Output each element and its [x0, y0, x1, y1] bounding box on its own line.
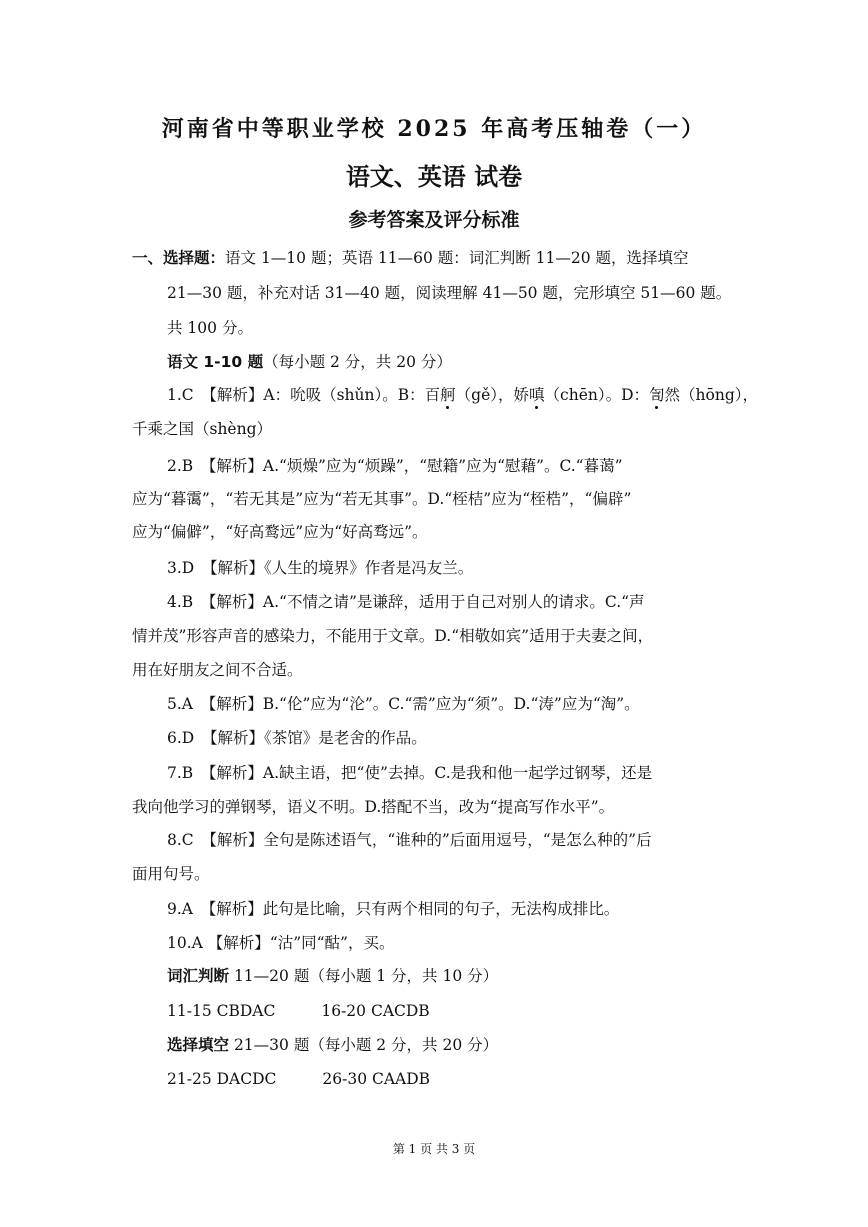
section1-intro: 语文 1—10 题；英语 11—60 题：词汇判断 11—20 题，选择填空 [225, 249, 689, 267]
q6-line: 6.D 【解析】《茶馆》是老舍的作品。 [167, 729, 427, 747]
cihui-answer-group: 11-15 CBDAC [167, 1002, 276, 1020]
cihui-range: 11—20 题（每小题 1 分，共 10 分） [229, 967, 499, 985]
page-footer: 第 1 页 共 3 页 [392, 1142, 476, 1156]
q1-dotted-char: 訇 [649, 386, 665, 404]
exam-title: 河南省中等职业学校 2025 年高考压轴卷（一） [161, 116, 707, 142]
yuwen-heading-line [167, 351, 452, 373]
q7-line2: 我向他学习的弹钢琴，语义不明。D.搭配不当，改为“提高写作水平”。 [132, 798, 615, 816]
q3-line: 3.D 【解析】《人生的境界》作者是冯友兰。 [167, 559, 474, 577]
xuanze-range: 21—30 题（每小题 2 分，共 20 分） [229, 1036, 499, 1054]
xuanze-answer-group: 21-25 DACDC [167, 1070, 277, 1088]
section1-heading: 一、选择题： [132, 249, 226, 267]
q1-line1 [167, 384, 758, 406]
q1-text-e: （chēn）。D： [544, 386, 650, 404]
q1-text-c: （gě），娇 [455, 386, 530, 404]
q4-line3: 用在好朋友之间不合适。 [132, 661, 303, 679]
yuwen-heading: 语文 1-10 题 [167, 353, 264, 371]
cihui-answers [167, 1000, 430, 1022]
section1-line2: 21—30 题，补充对话 31—40 题，阅读理解 41—50 题，完形填空 51—60 题。 [167, 284, 732, 302]
q8-line1: 8.C 【解析】全句是陈述语气，“谁种的”后面用逗号，“是怎么种的”后 [167, 831, 652, 849]
q7-line1: 7.B 【解析】A.缺主语，把“使”去掉。C.是我和他一起学过钢琴，还是 [167, 764, 653, 782]
q2-line1: 2.B 【解析】A.“烦燥”应为“烦躁”，“慰籍”应为“慰藉”。C.“暮蔼” [167, 457, 623, 475]
yuwen-score-note: （每小题 2 分，共 20 分） [263, 353, 452, 371]
cihui-heading-line [167, 965, 498, 987]
section1-line3: 共 100 分。 [167, 319, 253, 337]
q5-line: 5.A 【解析】B.“伦”应为“沦”。C.“需”应为“须”。D.“涛”应为“淘”。 [167, 695, 640, 713]
q4-line2: 情并茂”形容声音的感染力，不能用于文章。D.“相敬如宾”适用于夫妻之间， [132, 627, 654, 645]
xuanze-heading: 选择填空 [167, 1036, 230, 1054]
xuanze-answers [167, 1068, 430, 1090]
answer-key-subtitle: 参考答案及评分标准 [348, 209, 520, 231]
q2-line2: 应为“暮霭”，“若无其是”应为“若无其事”。D.“桎桔”应为“桎梏”，“偏辟” [132, 490, 632, 508]
cihui-heading: 词汇判断 [167, 967, 230, 985]
subject-title: 语文、英语 试卷 [345, 163, 523, 191]
q2-line3: 应为“偏僻”，“好高鹜远”应为“好高骛远”。 [132, 523, 428, 541]
q10-line: 10.A 【解析】“沽”同“酤”，买。 [167, 934, 395, 952]
q8-line2: 面用句号。 [132, 865, 210, 883]
q1-text-a: 1.C 【解析】A：吮吸（shǔn）。B：百 [167, 386, 441, 404]
section1-line1 [132, 247, 689, 269]
xuanze-heading-line [167, 1034, 498, 1056]
q1-dotted-char: 嗔 [529, 386, 545, 404]
q1-dotted-char: 舸 [440, 386, 456, 404]
q1-text-g: 然（hōng）， [664, 386, 759, 404]
q9-line: 9.A 【解析】此句是比喻，只有两个相同的句子，无法构成排比。 [167, 900, 620, 918]
xuanze-answer-group: 26-30 CAADB [322, 1070, 431, 1088]
q1-line2: 千乘之国（shèng） [132, 420, 273, 438]
cihui-answer-group: 16-20 CACDB [321, 1002, 430, 1020]
q4-line1: 4.B 【解析】A.“不情之请”是谦辞，适用于自己对别人的请求。C.“声 [167, 593, 645, 611]
